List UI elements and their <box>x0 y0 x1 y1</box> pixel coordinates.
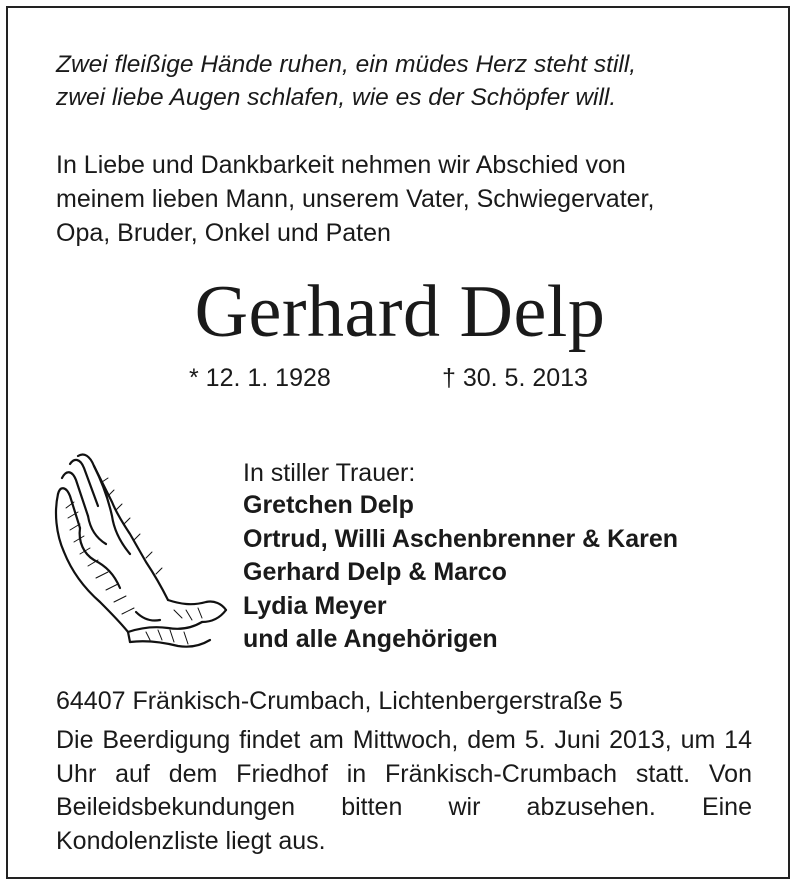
birth-date: * 12. 1. 1928 <box>189 364 331 392</box>
funeral-info: Die Beerdigung findet am Mittwoch, dem 5. Juni 2013, um 14 Uhr auf dem Friedhof in Fränkisch-Crumbach statt. Von Beileidsbekundungen bitten wir abzusehen. Eine Kondolenzliste liegt aus. <box>56 726 752 855</box>
intro-line: meinem lieben Mann, unserem Vater, Schwiegervater, <box>56 185 655 213</box>
deceased-name: Gerhard Delp <box>194 271 606 353</box>
praying-hands-icon <box>50 442 230 662</box>
intro-line: Opa, Bruder, Onkel und Paten <box>56 219 391 247</box>
mourning-label: In stiller Trauer: <box>243 459 416 487</box>
death-date: † 30. 5. 2013 <box>442 364 588 392</box>
mourner-name: Ortrud, Willi Aschenbrenner & Karen <box>243 524 679 553</box>
mourner-name: Lydia Meyer <box>243 591 387 620</box>
mourner-name: Gretchen Delp <box>243 491 414 519</box>
address: 64407 Fränkisch-Crumbach, Lichtenbergerstraße 5 <box>56 687 623 715</box>
mourner-name: und alle Angehörigen <box>243 625 498 653</box>
poem <box>56 48 776 114</box>
intro-text <box>56 148 776 250</box>
poem-line: Zwei fleißige Hände ruhen, ein müdes Herz steht still, <box>56 51 637 78</box>
obituary-notice <box>6 6 790 879</box>
mourner-name: Gerhard Delp & Marco <box>243 558 507 586</box>
intro-line: In Liebe und Dankbarkeit nehmen wir Abschied von <box>56 151 626 179</box>
poem-line: zwei liebe Augen schlafen, wie es der Schöpfer will. <box>56 84 617 111</box>
mourners-list <box>243 489 678 657</box>
